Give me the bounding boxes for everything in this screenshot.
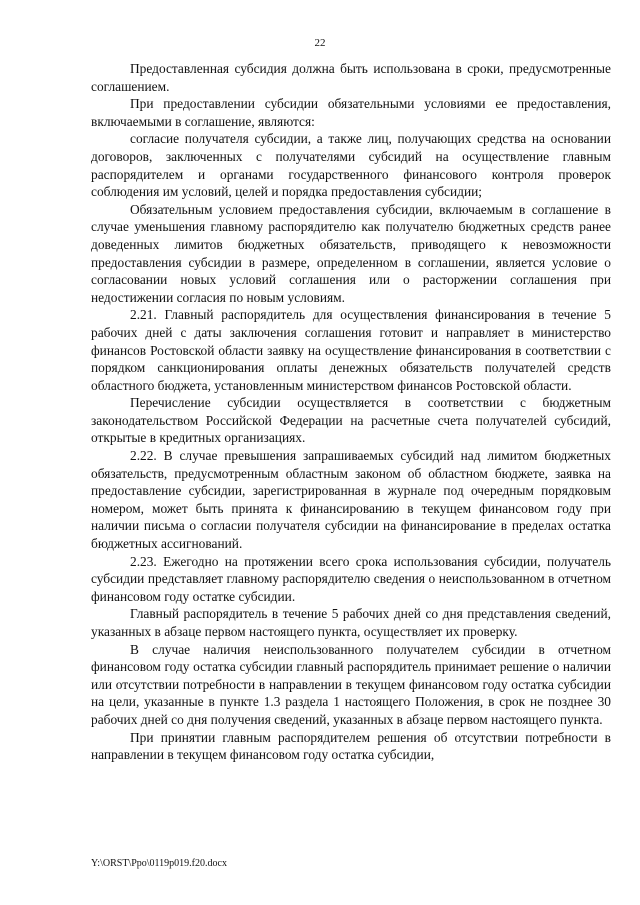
paragraph: согласие получателя субсидии, а также лиц, получающих средства на основании договоров, заключенных с получателями субсидий на осуществление главным распорядителем и органами государственного финансового контроля проверок соблюдения им условий, целей и порядка предоставления субсидии; xyxy=(91,131,611,200)
paragraph: 2.21. Главный распорядитель для осуществления финансирования в течение 5 рабочих дней с даты заключения соглашения готовит и направляет в министерство финансов Ростовской области заявку на осуществление финансирования в соответствии с порядком санкционирования оплаты денежных обязательств получателей средств областного бюджета, установленным министерством финансов Ростовской области. xyxy=(91,307,611,393)
paragraph: Перечисление субсидии осуществляется в соответствии с бюджетным законодательством Российской Федерации на расчетные счета получателей субсидий, открытые в кредитных организациях. xyxy=(91,395,611,446)
paragraph: Обязательным условием предоставления субсидии, включаемым в соглашение в случае уменьшения главному распорядителю как получателю бюджетных средств ранее доведенных лимитов бюджетных обязательств, приводящего к невозможности предоставления субсидии в размере, определенном в соглашении, является условие о согласовании новых условий соглашения или о расторжении соглашения при недостижении согласия по новым условиям. xyxy=(91,201,611,305)
paragraph: При предоставлении субсидии обязательными условиями ее предоставления, включаемыми в соглашение, являются: xyxy=(91,96,611,129)
paragraph: В случае наличия неиспользованного получателем субсидии в отчетном финансовом году остатка субсидии главный распорядитель принимает решение о наличии или отсутствии потребности в направлении в текущем финансовом году остатка субсидии на цели, указанные в пункте 1.3 раздела 1 настоящего Положения, в срок не позднее 30 рабочих дней со дня получения сведений, указанных в абзаце первом настоящего пункта. xyxy=(91,641,611,727)
page-number: 22 xyxy=(314,37,326,49)
paragraph: Предоставленная субсидия должна быть использована в сроки, предусмотренные соглашением. xyxy=(91,61,611,94)
paragraph: При принятии главным распорядителем решения об отсутствии потребности в направлении в текущем финансовом году остатка субсидии, xyxy=(91,729,611,763)
paragraph: 2.22. В случае превышения запрашиваемых субсидий над лимитом бюджетных обязательств, предусмотренным областным законом об областном бюджете, заявка на предоставление субсидии, зарегистрированная в журнале под очередным порядковым номером, может быть принята к финансированию в текущем финансовом году при наличии письма о согласии получателя субсидии на финансирование в пределах остатка бюджетных ассигнований. xyxy=(91,448,611,552)
document-body xyxy=(91,60,611,764)
paragraph: 2.23. Ежегодно на протяжении всего срока использования субсидии, получатель субсидии представляет главному распорядителю сведения о неиспользованном в отчетном финансовом году остатке субсидии. xyxy=(91,553,611,604)
paragraph: Главный распорядитель в течение 5 рабочих дней со дня представления сведений, указанных в абзаце первом настоящего пункта, осуществляет их проверку. xyxy=(91,606,611,639)
footer-file-path: Y:\ORST\Ppo\0119p019.f20.docx xyxy=(91,858,227,869)
